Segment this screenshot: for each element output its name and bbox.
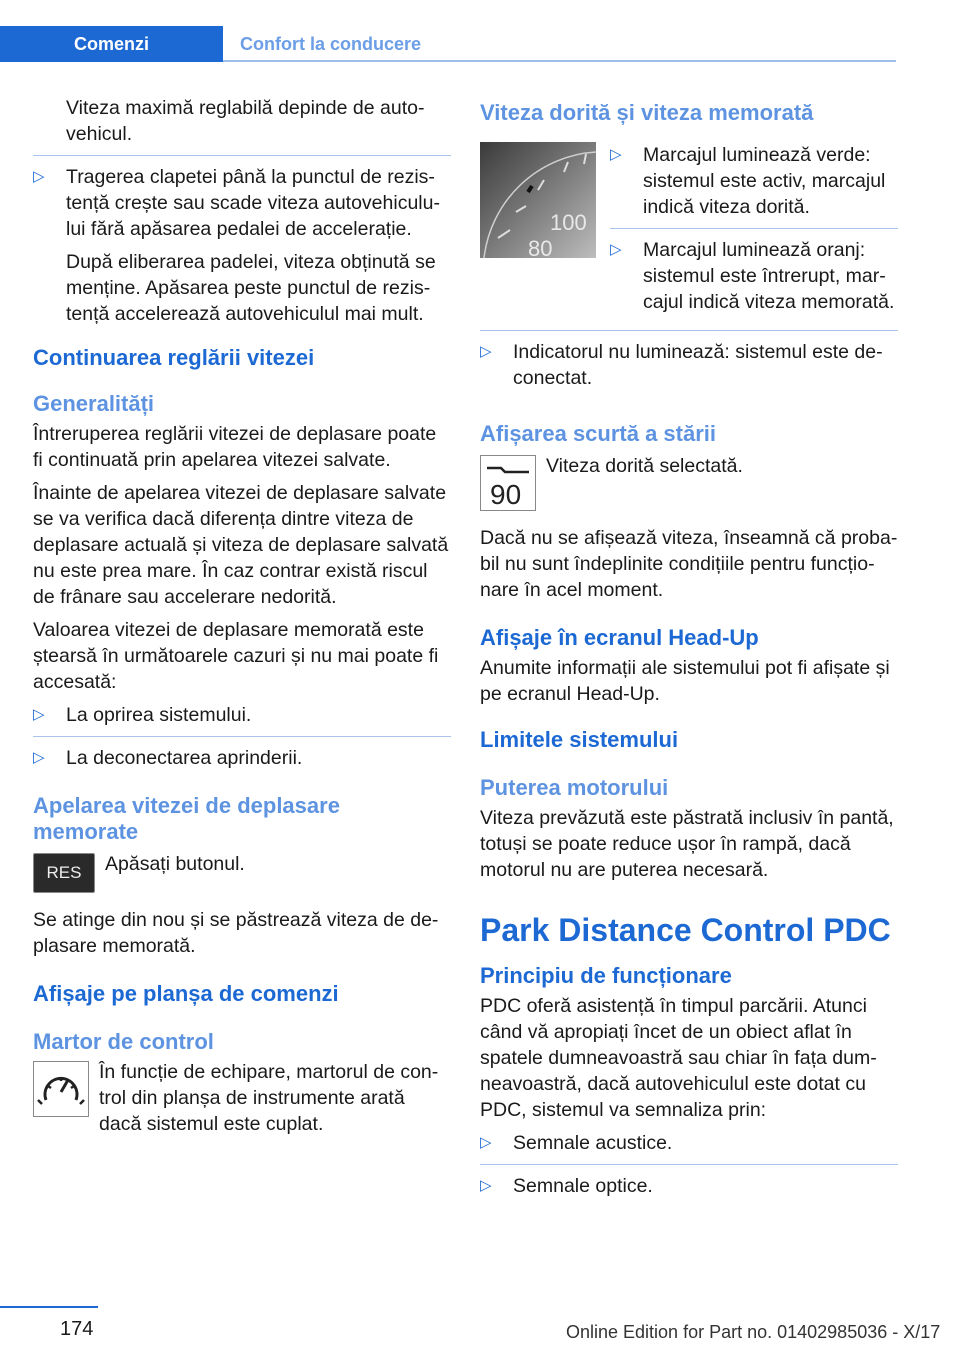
short-status-text: Viteza dorită selectată. — [546, 455, 743, 477]
right-column — [480, 100, 898, 1206]
bullet-item: ▷ La oprirea sistemului. — [33, 702, 451, 728]
paragraph-no-speed: Dacă nu se afișează viteza, înseamnă că proba-bil nu sunt îndeplinite condițiile pentru funcțio-nare în acel moment. — [480, 527, 898, 601]
divider — [610, 228, 898, 229]
paragraph-max-speed: Viteza maximă reglabilă depinde de auto-vehicul. — [66, 97, 425, 145]
res-instruction: Apăsați butonul. — [105, 853, 245, 875]
heading-general: Generalități — [33, 391, 155, 416]
paragraph-release-paddle: După eliberarea padelei, viteza obținută se menține. Apăsarea peste punctul de rezis-tență accelerează autovehiculul mai mult. — [66, 251, 436, 325]
bullet-item: ▷ La deconectarea aprinderii. — [33, 745, 451, 771]
bullet-item: ▷ Semnale optice. — [480, 1173, 898, 1199]
edition-note: Online Edition for Part no. 01402985036 - X/17 — [566, 1322, 941, 1342]
header-rule — [223, 60, 896, 62]
heading-instrument-displays: Afișaje pe planșa de comenzi — [33, 981, 339, 1006]
indicator-description: În funcție de echipare, martorul de con-trol din planșa de instrumente arată dacă sistemul este cuplat. — [99, 1061, 439, 1135]
paragraph-engine-power: Viteza prevăzută este păstrată inclusiv în pantă, totuși se poate reduce ușor în rampă, dacă motorul nu are puterea necesară. — [480, 807, 894, 881]
bullet-item: ▷ Indicatorul nu luminează: sistemul este de-conectat. — [480, 339, 898, 391]
heading-continue-speed: Continuarea reglării vitezei — [33, 345, 315, 370]
paragraph-speed-restored: Se atinge din nou și se păstrează viteza de de-plasare memorată. — [33, 909, 439, 957]
divider — [480, 1164, 898, 1165]
paragraph-interruption: Întreruperea reglării vitezei de deplasare poate fi continuată prin apelarea vitezei salvate. — [33, 423, 437, 471]
heading-desired-speed: Viteza dorită și viteza memorată — [480, 100, 814, 125]
page-number: 174 — [60, 1318, 94, 1340]
heading-principle: Principiu de funcționare — [480, 963, 732, 988]
heading-indicator-lamp: Martor de control — [33, 1029, 214, 1054]
paragraph-memorized-deleted: Valoarea vitezei de deplasare memorată este ștearsă în următoarele cazuri și nu mai poate fi accesată: — [33, 619, 439, 693]
gauge-row — [480, 142, 898, 322]
paragraph-before-recall: Înainte de apelarea vitezei de deplasare salvate se va verifica dacă diferența dintre viteza de deplasare actuală și viteza de deplasare salvată nu este prea mare. În caz contrar există riscul de frânare sau accelerare nedorită. — [33, 482, 449, 608]
gauge-label-100: 100 — [550, 210, 587, 235]
divider — [33, 736, 451, 737]
footer-rule — [0, 1306, 98, 1308]
bullet-item: ▷ Tragerea clapetei până la punctul de rezis-tență crește sau scade viteza autovehiculu-lui fără apăsarea pedalei de accelerație. — [33, 164, 451, 242]
gauge-label-80: 80 — [528, 236, 553, 258]
res-row — [33, 851, 451, 893]
heading-system-limits: Limitele sistemului — [480, 727, 679, 752]
gauge-bullets — [610, 142, 898, 322]
short-status-row — [480, 453, 898, 511]
bullet-item: ▷ Marcajul luminează verde: sistemul este activ, marcajul indică viteza dorită. — [610, 142, 898, 220]
bullet-item: ▷ Marcajul luminează oranj: sistemul este întrerupt, mar-cajul indică viteza memorată. — [610, 237, 898, 315]
tab-confort-la-conducere[interactable]: Confort la conducere — [240, 34, 422, 54]
heading-recall-speed: Apelarea vitezei de deplasare memorate — [33, 793, 340, 844]
bullet-item: ▷ Semnale acustice. — [480, 1130, 898, 1156]
cruise-control-indicator-icon — [33, 1061, 89, 1117]
speed-90-text: 90 — [490, 479, 522, 510]
heading-short-status: Afișarea scurtă a stării — [480, 421, 717, 446]
indicator-row — [33, 1059, 451, 1137]
tab-comenzi[interactable]: Comenzi — [0, 26, 223, 62]
heading-head-up: Afișaje în ecranul Head-Up — [480, 625, 759, 650]
speedometer-image — [480, 142, 596, 258]
paragraph-pdc: PDC oferă asistență în timpul parcării. Atunci când vă apropiați încet de un obiect aflat în spatele dumneavoastră sau chiar în fața dum-neavoastră, dacă autovehiculul este dotat cu PDC, sistemul va semnaliza prin: — [480, 995, 877, 1121]
heading-pdc: Park Distance Control PDC — [480, 912, 891, 948]
left-column — [33, 95, 451, 1151]
divider — [480, 330, 898, 331]
divider — [33, 155, 451, 156]
speed-90-icon — [480, 455, 536, 511]
chapter-header — [0, 26, 896, 62]
res-button-icon: RES — [33, 853, 95, 893]
heading-engine-power: Puterea motorului — [480, 775, 669, 800]
paragraph-head-up: Anumite informații ale sistemului pot fi afișate și pe ecranul Head-Up. — [480, 657, 890, 705]
